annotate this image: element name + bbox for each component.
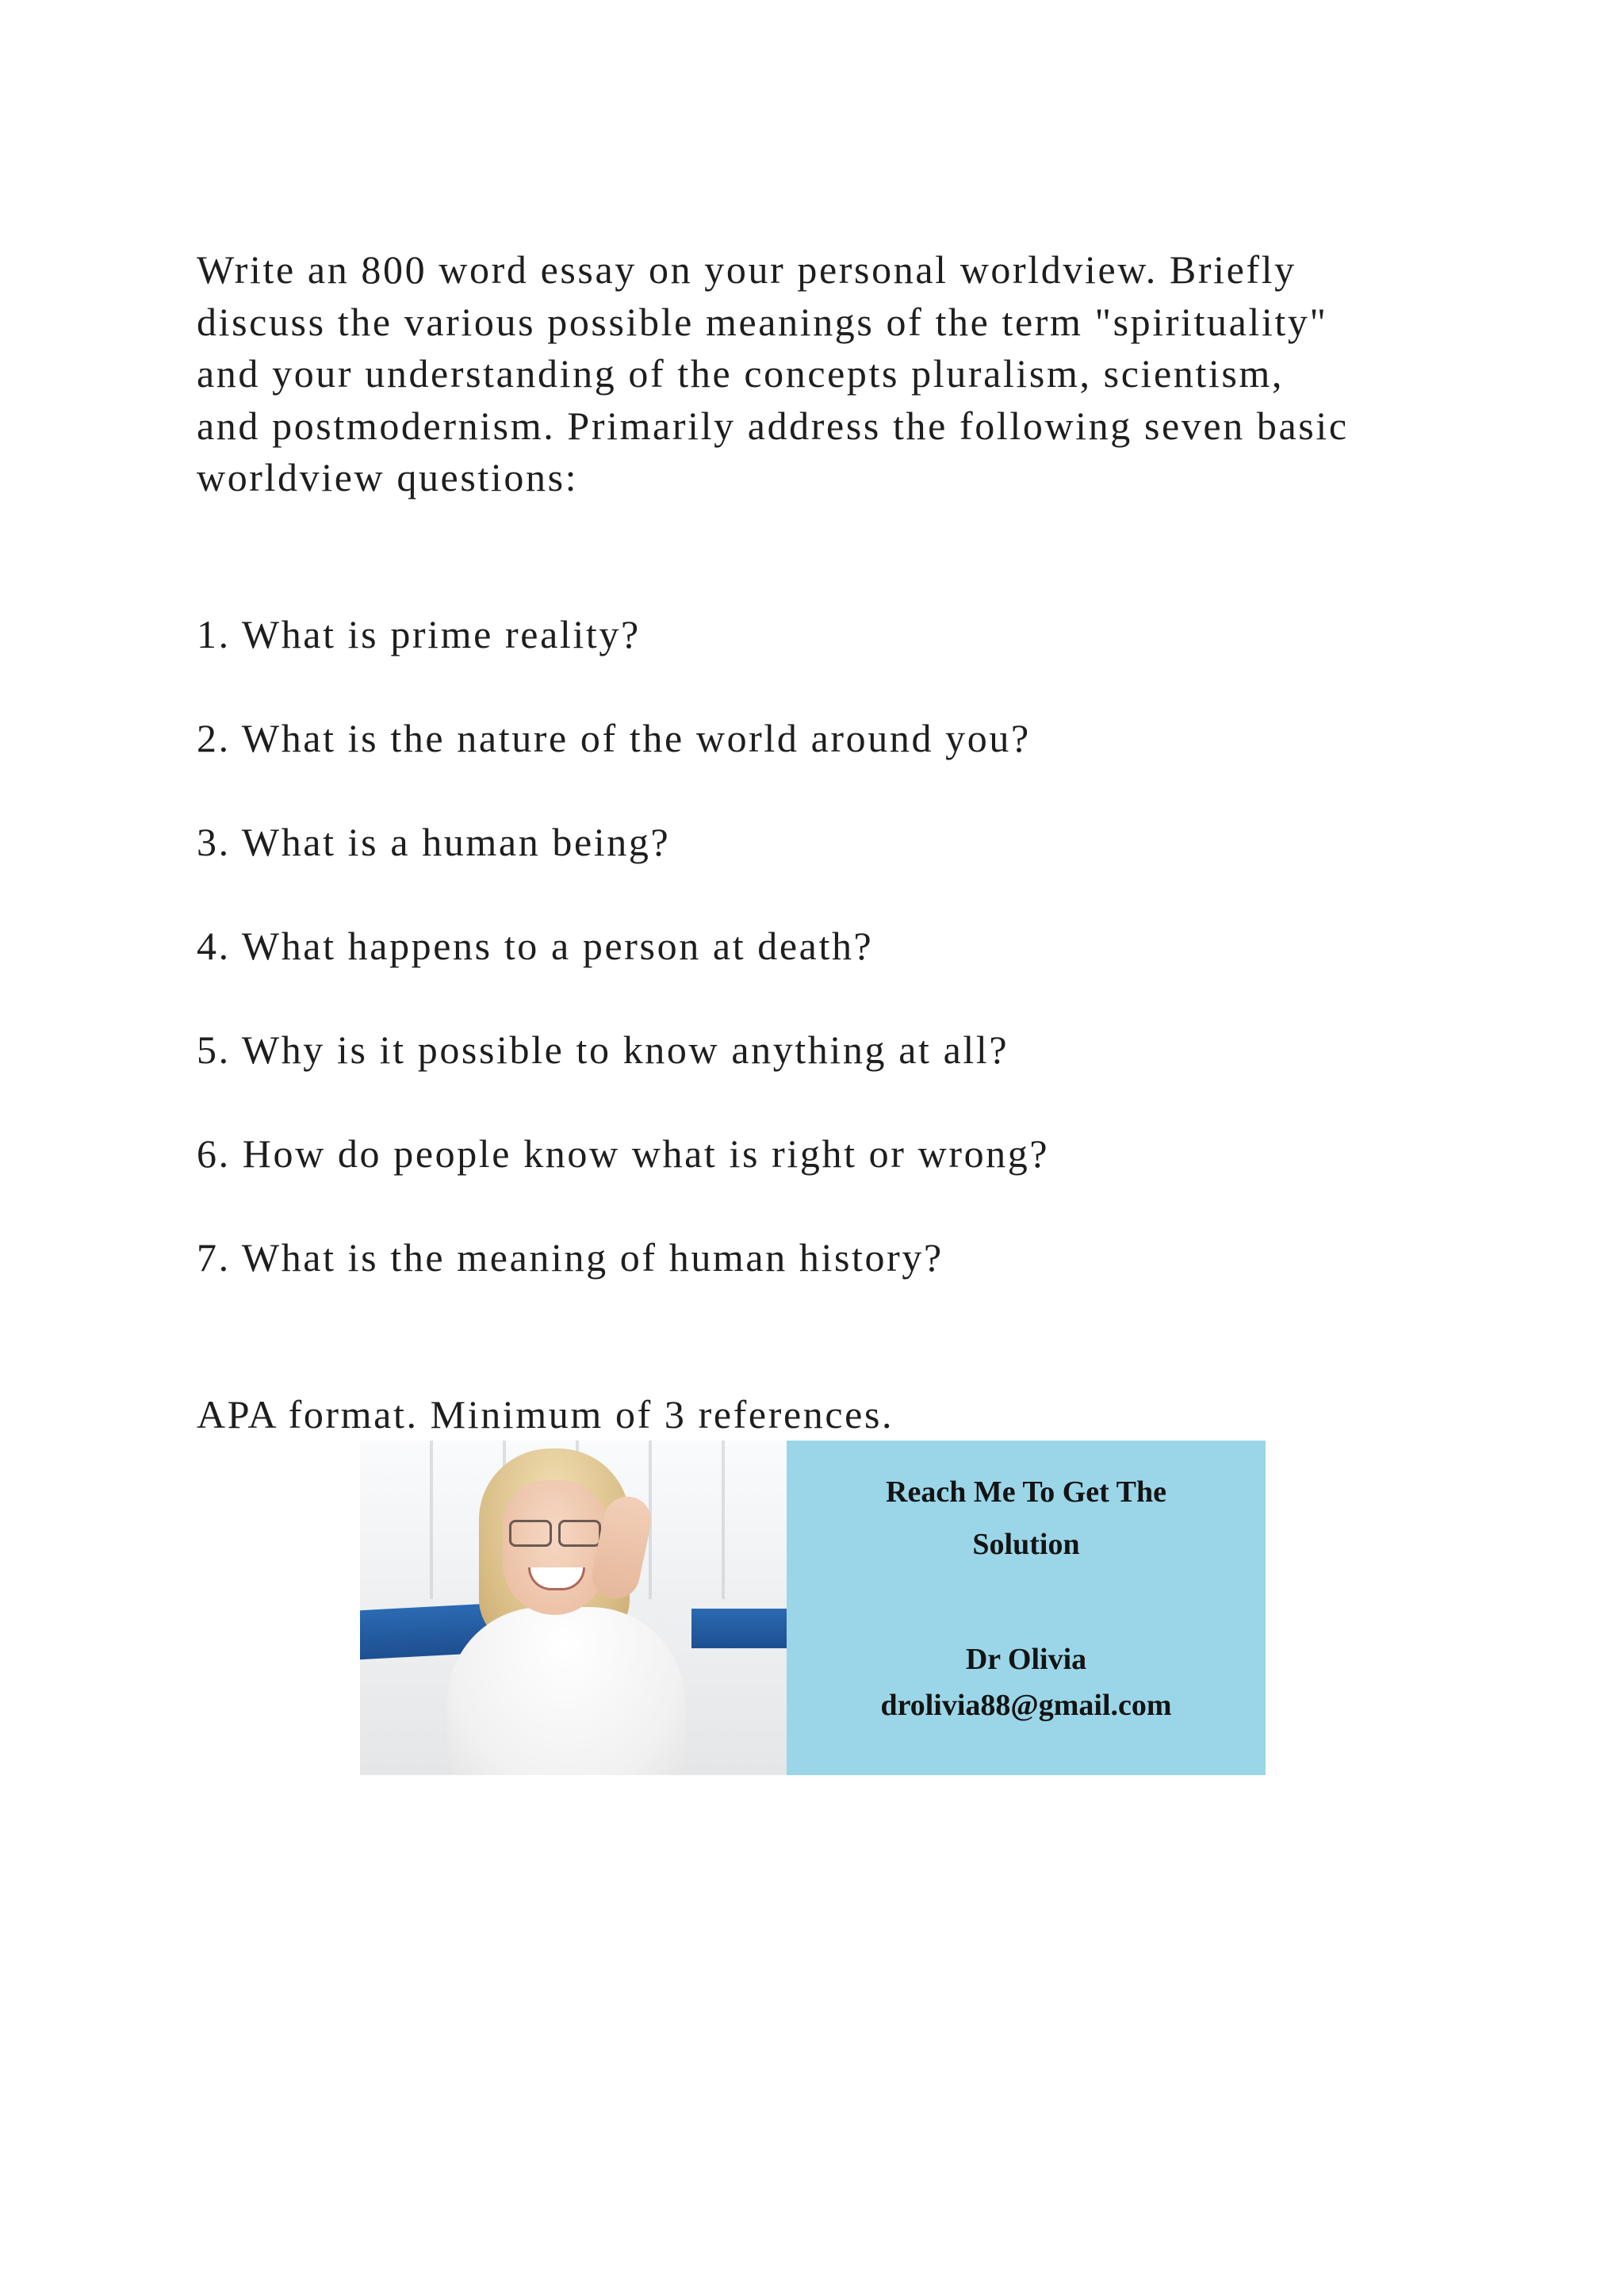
question-item: 7. What is the meaning of human history? [197,1235,944,1280]
question-item: 3. What is a human being? [197,820,671,864]
intro-line: and your understanding of the concepts pluralism, scientism, [197,351,1285,396]
promo-headline-line: Reach Me To Get The [886,1475,1166,1509]
promo-text-panel [787,1441,1266,1775]
intro-line: discuss the various possible meanings of the term "spirituality" [197,299,1328,344]
question-item: 6. How do people know what is right or wrong? [197,1131,1050,1176]
face-shape [503,1480,606,1615]
blue-chair-right [691,1609,787,1648]
promo-email: drolivia88@gmail.com [880,1689,1172,1722]
shirt-shape [447,1607,685,1775]
question-item: 5. Why is it possible to know anything at all? [197,1027,1009,1072]
promo-name: Dr Olivia [965,1643,1087,1676]
assignment-intro [197,244,1465,504]
question-item: 4. What happens to a person at death? [197,924,874,968]
glasses-icon [509,1520,601,1544]
worldview-questions-list [197,609,1049,1336]
promo-banner [360,1441,1266,1775]
format-requirements: APA format. Minimum of 3 references. [197,1392,894,1437]
promo-headline [787,1466,1266,1571]
intro-line: worldview questions: [197,455,579,499]
intro-line: and postmodernism. Primarily address the following seven basic [197,403,1349,448]
question-item: 1. What is prime reality? [197,612,641,656]
promo-headline-line: Solution [972,1528,1080,1561]
woman-photo [360,1441,787,1775]
intro-line: Write an 800 word essay on your personal worldview. Briefly [197,247,1297,292]
question-item: 2. What is the nature of the world around you? [197,716,1031,760]
